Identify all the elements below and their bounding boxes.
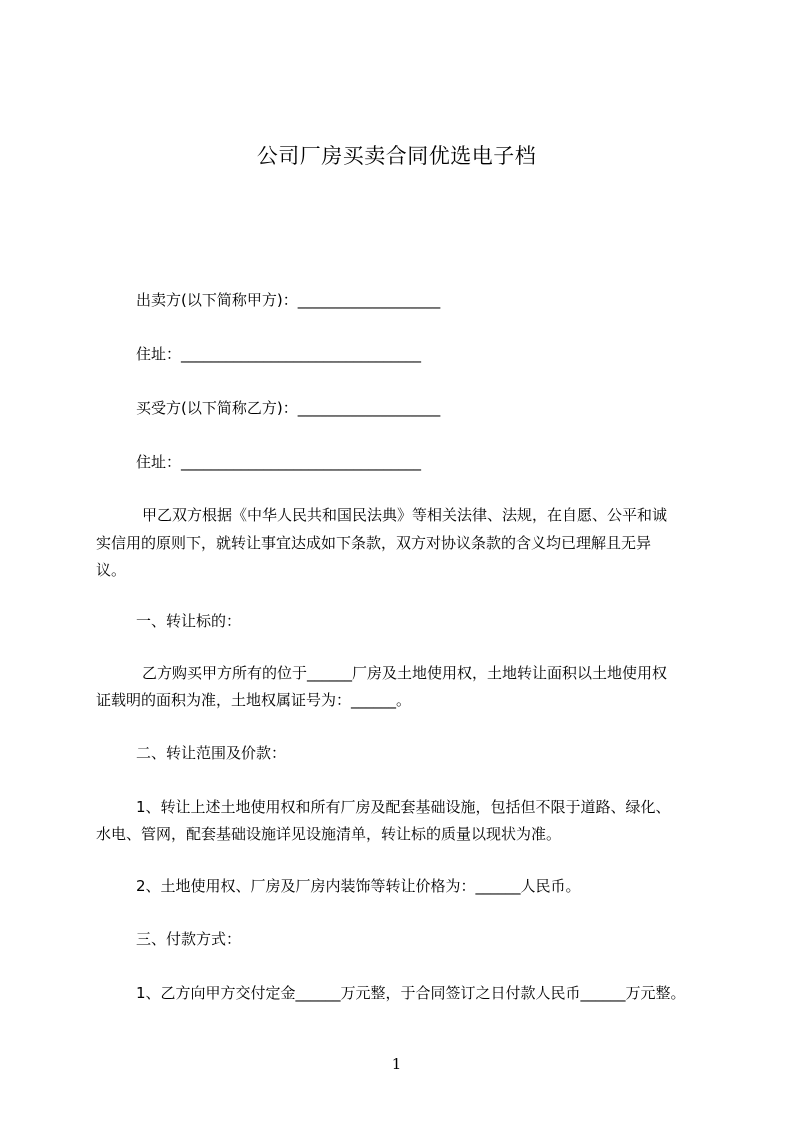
seller-address-line: 住址：________________________________ <box>136 345 422 363</box>
section2-heading: 二、转让范围及价款： <box>136 744 287 762</box>
page-number: 1 <box>391 1055 402 1073</box>
document-title: 公司厂房买卖合同优选电子档 <box>256 144 537 168</box>
intro-paragraph-line-3: 议。 <box>96 561 127 579</box>
section3-item1: 1、乙方向甲方交付定金______万元整，于合同签订之日付款人民币______万元整。 <box>136 984 686 1002</box>
section1-heading: 一、转让标的： <box>136 612 242 630</box>
intro-paragraph-line-1: 甲乙双方根据《中华人民共和国民法典》等相关法律、法规，在自愿、公平和诚 <box>142 506 668 524</box>
section2-item1-line-2: 水电、管网，配套基础设施详见设施清单，转让标的质量以现状为准。 <box>96 825 562 843</box>
intro-paragraph-line-2: 实信用的原则下，就转让事宜达成如下条款，双方对协议条款的含义均已理解且无异 <box>96 534 652 552</box>
section2-item1-line-1: 1、转让上述土地使用权和所有厂房及配套基础设施，包括但不限于道路、绿化、 <box>136 798 671 816</box>
section3-heading: 三、付款方式： <box>136 930 242 948</box>
section1-line-2: 证载明的面积为准，土地权属证号为：______。 <box>96 691 412 709</box>
section1-line-1: 乙方购买甲方所有的位于______厂房及土地使用权，土地转让面积以土地使用权 <box>142 664 668 682</box>
section2-item2: 2、土地使用权、厂房及厂房内装饰等转让价格为：______人民币。 <box>136 877 581 895</box>
seller-line: 出卖方(以下简称甲方)：___________________ <box>136 291 441 309</box>
buyer-line: 买受方(以下简称乙方)：___________________ <box>136 399 441 417</box>
buyer-address-line: 住址：________________________________ <box>136 453 422 471</box>
